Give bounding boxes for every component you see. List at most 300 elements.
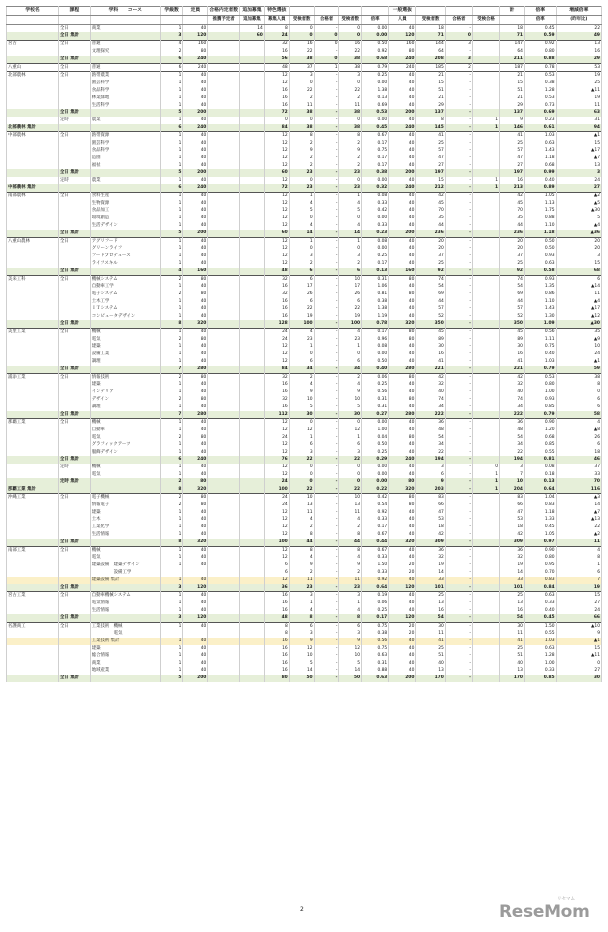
table-cell: 電気 bbox=[90, 554, 160, 561]
table-cell: 0.68 bbox=[362, 56, 389, 64]
table-cell: - bbox=[445, 291, 472, 298]
table-cell: 40 bbox=[389, 531, 416, 538]
table-cell: 36 bbox=[416, 546, 445, 554]
table-cell bbox=[7, 600, 59, 607]
table-cell: 1 bbox=[339, 343, 362, 350]
table-cell: 0.38 bbox=[362, 169, 389, 176]
table-cell bbox=[472, 546, 499, 554]
table-cell bbox=[7, 427, 59, 434]
table-cell: 12 bbox=[264, 237, 289, 245]
table-cell bbox=[239, 95, 264, 102]
table-cell: 40 bbox=[389, 577, 416, 584]
table-cell: 0.29 bbox=[362, 456, 389, 463]
header-sub-cell: 受検者数 bbox=[289, 16, 314, 25]
header-sub-cell bbox=[183, 16, 208, 25]
table-cell bbox=[208, 63, 240, 71]
table-cell: 23 bbox=[289, 336, 314, 343]
table-cell: - bbox=[445, 652, 472, 659]
table-cell: 16 bbox=[264, 305, 289, 312]
table-cell: ▲17 bbox=[556, 147, 601, 154]
table-row bbox=[7, 192, 602, 200]
table-cell: 16 bbox=[264, 638, 289, 645]
table-row bbox=[7, 48, 602, 55]
table-cell: 6 bbox=[556, 441, 601, 448]
table-cell: 1.33 bbox=[524, 516, 556, 523]
table-cell: 0.81 bbox=[362, 291, 389, 298]
table-cell bbox=[7, 336, 59, 343]
table-cell: 26 bbox=[556, 434, 601, 441]
table-cell: 101 bbox=[500, 584, 525, 592]
table-cell: - bbox=[445, 562, 472, 569]
table-cell bbox=[239, 456, 264, 463]
table-cell: 40 bbox=[183, 343, 208, 350]
table-row bbox=[7, 275, 602, 283]
admission-results-table bbox=[6, 6, 602, 682]
table-cell bbox=[59, 486, 91, 494]
table-cell: 160 bbox=[389, 268, 416, 276]
table-cell: 22 bbox=[289, 305, 314, 312]
table-cell: - bbox=[314, 237, 339, 245]
table-cell bbox=[239, 441, 264, 448]
table-cell: 40 bbox=[183, 95, 208, 102]
table-cell bbox=[239, 305, 264, 312]
table-cell: 1.50 bbox=[362, 562, 389, 569]
table-cell bbox=[239, 600, 264, 607]
table-cell bbox=[472, 569, 499, 576]
header-top-cell: 追加募集 bbox=[239, 7, 264, 16]
header-sub-cell: 募集人員 bbox=[264, 16, 289, 25]
table-cell: 80 bbox=[264, 675, 289, 682]
table-cell: 6 bbox=[289, 622, 314, 630]
table-cell: 8 bbox=[339, 614, 362, 622]
table-cell: - bbox=[314, 516, 339, 523]
table-cell: - bbox=[445, 109, 472, 116]
table-cell: 4 bbox=[160, 40, 183, 48]
table-cell: 12 bbox=[264, 449, 289, 456]
table-row bbox=[7, 607, 602, 614]
table-cell: 0.33 bbox=[524, 600, 556, 607]
table-cell: ▲10 bbox=[556, 622, 601, 630]
table-cell: 40 bbox=[389, 358, 416, 365]
table-cell: 16 bbox=[264, 660, 289, 667]
table-row bbox=[7, 396, 602, 403]
table-cell: 40 bbox=[389, 25, 416, 33]
table-cell: 0 bbox=[289, 471, 314, 478]
table-cell: 0.63 bbox=[524, 592, 556, 600]
table-cell bbox=[7, 630, 59, 637]
table-cell: 0.32 bbox=[362, 184, 389, 192]
table-cell: 0.00 bbox=[362, 80, 389, 87]
table-cell: 56 bbox=[264, 56, 289, 64]
table-cell: 機械 bbox=[90, 328, 160, 336]
table-cell: 19 bbox=[289, 313, 314, 320]
table-cell bbox=[472, 419, 499, 427]
table-cell bbox=[59, 222, 91, 229]
table-cell: 0.19 bbox=[362, 592, 389, 600]
table-cell: 40 bbox=[183, 237, 208, 245]
table-cell bbox=[208, 215, 240, 222]
table-cell: 0.85 bbox=[524, 441, 556, 448]
table-cell: 0 bbox=[339, 177, 362, 184]
table-cell: 0.55 bbox=[524, 449, 556, 456]
table-cell: 40 bbox=[183, 546, 208, 554]
table-cell: 12 bbox=[264, 200, 289, 207]
table-cell: 40 bbox=[183, 592, 208, 600]
table-cell: 4 bbox=[160, 268, 183, 276]
table-cell: 電気 bbox=[90, 471, 160, 478]
table-cell: 1 bbox=[160, 600, 183, 607]
table-row bbox=[7, 630, 602, 637]
table-cell: 15 bbox=[500, 80, 525, 87]
table-cell: 0.55 bbox=[524, 630, 556, 637]
table-cell: 1 bbox=[160, 200, 183, 207]
table-cell: 12 bbox=[339, 645, 362, 652]
table-cell: 40 bbox=[183, 419, 208, 427]
table-cell: - bbox=[314, 283, 339, 290]
table-cell: 41 bbox=[416, 358, 445, 365]
table-cell: - bbox=[314, 230, 339, 238]
table-cell: 0.79 bbox=[362, 63, 389, 71]
table-cell bbox=[472, 260, 499, 267]
table-cell: 1.06 bbox=[362, 283, 389, 290]
table-cell: 80 bbox=[389, 396, 416, 403]
table-cell bbox=[59, 298, 91, 305]
table-cell: 1 bbox=[472, 177, 499, 184]
table-cell: ▲2 bbox=[556, 531, 601, 538]
table-cell: 92 bbox=[500, 268, 525, 276]
table-cell bbox=[239, 215, 264, 222]
table-cell: - bbox=[314, 660, 339, 667]
table-cell: 0.38 bbox=[362, 298, 389, 305]
table-row bbox=[7, 298, 602, 305]
table-cell: 76 bbox=[264, 456, 289, 463]
table-cell: 生活デザイン bbox=[90, 222, 160, 229]
table-cell bbox=[472, 140, 499, 147]
table-cell: 40 bbox=[389, 381, 416, 388]
table-cell: 0.00 bbox=[362, 177, 389, 184]
table-cell: 6 bbox=[556, 569, 601, 576]
table-cell: 5 bbox=[339, 207, 362, 214]
table-cell: 47 bbox=[416, 509, 445, 516]
table-cell bbox=[239, 169, 264, 176]
table-cell: 16 bbox=[264, 592, 289, 600]
table-cell bbox=[90, 32, 160, 40]
table-cell: 101 bbox=[416, 584, 445, 592]
table-cell: 14 bbox=[339, 230, 362, 238]
table-cell: 0.33 bbox=[524, 667, 556, 674]
table-cell: 1 bbox=[160, 253, 183, 260]
table-cell: 定時 集計 bbox=[59, 478, 91, 485]
table-cell: 74 bbox=[500, 396, 525, 403]
table-cell: 32 bbox=[500, 381, 525, 388]
table-cell: 1.03 bbox=[524, 638, 556, 645]
table-cell: - bbox=[445, 614, 472, 622]
table-cell: 12 bbox=[264, 524, 289, 531]
table-cell: - bbox=[445, 554, 472, 561]
table-cell: 0.93 bbox=[524, 396, 556, 403]
table-cell: 40 bbox=[183, 660, 208, 667]
table-cell: 2 bbox=[289, 569, 314, 576]
table-cell: 17 bbox=[339, 283, 362, 290]
table-cell: 20 bbox=[389, 630, 416, 637]
table-cell: 24 bbox=[264, 502, 289, 509]
table-cell: 1 bbox=[160, 577, 183, 584]
table-cell: 那覇工業 bbox=[7, 419, 59, 427]
table-cell: 30 bbox=[339, 411, 362, 419]
table-cell: 情報電子 bbox=[90, 502, 160, 509]
table-cell bbox=[472, 592, 499, 600]
table-cell: 40 bbox=[183, 622, 208, 630]
table-cell: 29 bbox=[500, 102, 525, 109]
table-cell: 1.38 bbox=[362, 305, 389, 312]
table-cell: 総合情報 bbox=[90, 652, 160, 659]
table-cell: 6 bbox=[289, 441, 314, 448]
table-cell: 29 bbox=[416, 102, 445, 109]
table-cell: 42 bbox=[416, 373, 445, 381]
table-cell bbox=[160, 630, 183, 637]
table-cell: 0.13 bbox=[524, 478, 556, 485]
table-cell bbox=[472, 169, 499, 176]
table-cell: - bbox=[445, 147, 472, 154]
table-cell: 4 bbox=[289, 200, 314, 207]
table-cell: 24 bbox=[556, 177, 601, 184]
table-cell bbox=[208, 652, 240, 659]
table-cell: 0.64 bbox=[362, 584, 389, 592]
header-sub-cell: 受検合格 bbox=[472, 16, 499, 25]
table-cell: 1 bbox=[160, 95, 183, 102]
header-top-cell bbox=[416, 7, 445, 16]
table-cell bbox=[239, 177, 264, 184]
table-cell bbox=[472, 109, 499, 116]
table-cell: 宮古工業 bbox=[7, 592, 59, 600]
table-cell: 土木 bbox=[90, 516, 160, 523]
table-cell: 16 bbox=[500, 607, 525, 614]
table-cell: 137 bbox=[416, 109, 445, 116]
table-cell: 1 bbox=[289, 343, 314, 350]
table-cell: 0.93 bbox=[524, 275, 556, 283]
table-cell bbox=[7, 320, 59, 328]
table-cell: 1 bbox=[160, 427, 183, 434]
table-cell: 38 bbox=[339, 124, 362, 132]
table-cell: 32 bbox=[264, 40, 289, 48]
table-cell: - bbox=[314, 169, 339, 176]
table-cell bbox=[239, 313, 264, 320]
table-cell bbox=[208, 396, 240, 403]
table-cell: 南部農林 bbox=[7, 192, 59, 200]
table-cell bbox=[472, 200, 499, 207]
table-cell: - bbox=[314, 184, 339, 192]
table-cell: 熱帯資源 bbox=[90, 132, 160, 140]
table-cell: 40 bbox=[389, 554, 416, 561]
table-cell bbox=[208, 660, 240, 667]
table-cell: 18 bbox=[416, 25, 445, 33]
table-cell: 0 bbox=[339, 478, 362, 485]
table-cell: - bbox=[445, 427, 472, 434]
table-cell: 4 bbox=[289, 516, 314, 523]
table-cell: 0.25 bbox=[362, 381, 389, 388]
table-cell: 1 bbox=[160, 25, 183, 33]
table-cell: 40 bbox=[389, 207, 416, 214]
table-cell: 12 bbox=[264, 546, 289, 554]
table-cell: 0.86 bbox=[524, 291, 556, 298]
table-cell: - bbox=[314, 132, 339, 140]
table-cell bbox=[59, 80, 91, 87]
table-cell: ライフスキル bbox=[90, 260, 160, 267]
header-sub-cell bbox=[7, 16, 59, 25]
table-cell bbox=[59, 531, 91, 538]
table-cell: 40 bbox=[389, 283, 416, 290]
table-cell: 1 bbox=[160, 531, 183, 538]
table-cell: 2 bbox=[289, 260, 314, 267]
table-cell bbox=[59, 569, 91, 576]
table-cell: 16 bbox=[264, 48, 289, 55]
table-cell: - bbox=[314, 351, 339, 358]
table-cell: 0.00 bbox=[362, 245, 389, 252]
table-cell: 0.63 bbox=[524, 645, 556, 652]
table-cell: 25 bbox=[500, 592, 525, 600]
table-cell bbox=[208, 200, 240, 207]
table-cell bbox=[90, 456, 160, 463]
table-cell: 生活科学 bbox=[90, 102, 160, 109]
table-cell: 1 bbox=[160, 652, 183, 659]
total-row bbox=[7, 675, 602, 682]
table-row bbox=[7, 434, 602, 441]
table-cell: 16 bbox=[264, 87, 289, 94]
table-cell: - bbox=[445, 456, 472, 463]
table-cell: - bbox=[445, 509, 472, 516]
table-cell: 40 bbox=[183, 358, 208, 365]
table-cell: 全日 bbox=[59, 546, 91, 554]
table-cell: 40 bbox=[183, 162, 208, 169]
table-cell bbox=[7, 313, 59, 320]
table-cell: 41 bbox=[500, 132, 525, 140]
table-cell bbox=[7, 283, 59, 290]
table-cell: 1 bbox=[160, 516, 183, 523]
table-cell bbox=[7, 456, 59, 463]
table-cell bbox=[472, 509, 499, 516]
table-cell: - bbox=[445, 253, 472, 260]
table-cell: 0.00 bbox=[362, 464, 389, 471]
table-cell: 40 bbox=[183, 471, 208, 478]
table-cell: 30 bbox=[556, 675, 601, 682]
table-cell: - bbox=[445, 245, 472, 252]
table-cell: 20 bbox=[556, 237, 601, 245]
table-cell: 電気 bbox=[90, 336, 160, 343]
table-cell: 1 bbox=[160, 607, 183, 614]
table-cell: 40 bbox=[389, 253, 416, 260]
table-cell: 45 bbox=[500, 328, 525, 336]
table-cell bbox=[208, 419, 240, 427]
table-cell: 70 bbox=[500, 207, 525, 214]
table-row bbox=[7, 554, 602, 561]
table-cell: 2 bbox=[160, 275, 183, 283]
table-cell bbox=[208, 516, 240, 523]
table-cell: 電子機械 bbox=[90, 494, 160, 502]
table-cell bbox=[7, 366, 59, 374]
table-cell: ▲2 bbox=[556, 192, 601, 200]
table-cell: 7 bbox=[500, 471, 525, 478]
table-cell bbox=[239, 478, 264, 485]
table-cell: 1 bbox=[472, 184, 499, 192]
table-cell: 40 bbox=[389, 298, 416, 305]
table-cell bbox=[472, 283, 499, 290]
table-cell: 0.79 bbox=[524, 366, 556, 374]
table-cell: 80 bbox=[183, 275, 208, 283]
table-cell bbox=[59, 48, 91, 55]
table-cell: 1.43 bbox=[524, 147, 556, 154]
table-cell: 1 bbox=[160, 592, 183, 600]
table-cell: 38 bbox=[339, 56, 362, 64]
table-cell: 70 bbox=[416, 207, 445, 214]
table-cell: - bbox=[314, 494, 339, 502]
table-cell bbox=[208, 207, 240, 214]
table-cell bbox=[239, 320, 264, 328]
table-cell: 32 bbox=[264, 291, 289, 298]
table-cell: 22 bbox=[289, 456, 314, 463]
table-cell: 309 bbox=[416, 539, 445, 547]
table-cell: 0.45 bbox=[524, 25, 556, 33]
table-cell: - bbox=[314, 456, 339, 463]
table-cell bbox=[7, 562, 59, 569]
table-cell: 44 bbox=[416, 298, 445, 305]
table-cell bbox=[208, 184, 240, 192]
table-cell: 320 bbox=[389, 539, 416, 547]
table-cell: - bbox=[445, 124, 472, 132]
table-cell: 0.50 bbox=[362, 40, 389, 48]
table-cell: 33 bbox=[416, 577, 445, 584]
table-cell: - bbox=[314, 509, 339, 516]
table-cell bbox=[472, 253, 499, 260]
table-cell: 185 bbox=[416, 63, 445, 71]
table-cell: 34 bbox=[339, 366, 362, 374]
table-row bbox=[7, 509, 602, 516]
table-cell bbox=[208, 253, 240, 260]
header-top-cell bbox=[339, 7, 362, 16]
table-cell: 4 bbox=[339, 222, 362, 229]
table-cell: 42 bbox=[500, 373, 525, 381]
table-cell: 280 bbox=[389, 411, 416, 419]
table-cell: - bbox=[314, 667, 339, 674]
table-row bbox=[7, 95, 602, 102]
table-cell bbox=[239, 336, 264, 343]
table-cell: 21 bbox=[500, 95, 525, 102]
table-cell: 194 bbox=[500, 456, 525, 463]
table-cell: 16 bbox=[264, 313, 289, 320]
table-cell: 10 bbox=[556, 343, 601, 350]
table-cell bbox=[472, 207, 499, 214]
table-cell bbox=[208, 320, 240, 328]
table-cell: 9 bbox=[500, 117, 525, 124]
table-cell: 24 bbox=[556, 351, 601, 358]
table-cell: 機械 bbox=[90, 419, 160, 427]
table-cell: 12 bbox=[264, 516, 289, 523]
table-cell: 1 bbox=[160, 638, 183, 645]
table-cell: 0 bbox=[339, 464, 362, 471]
table-cell: - bbox=[314, 622, 339, 630]
table-cell: 16 bbox=[264, 600, 289, 607]
table-cell: 40 bbox=[389, 427, 416, 434]
table-cell: 236 bbox=[416, 230, 445, 238]
table-cell: 0.83 bbox=[524, 577, 556, 584]
table-cell: 9 bbox=[339, 389, 362, 396]
table-cell: 144 bbox=[416, 40, 445, 48]
table-cell: ▲13 bbox=[556, 516, 601, 523]
table-row bbox=[7, 358, 602, 365]
table-cell: - bbox=[445, 117, 472, 124]
table-cell: 0 bbox=[556, 660, 601, 667]
table-cell: 120 bbox=[389, 614, 416, 622]
table-cell: 2 bbox=[339, 524, 362, 531]
